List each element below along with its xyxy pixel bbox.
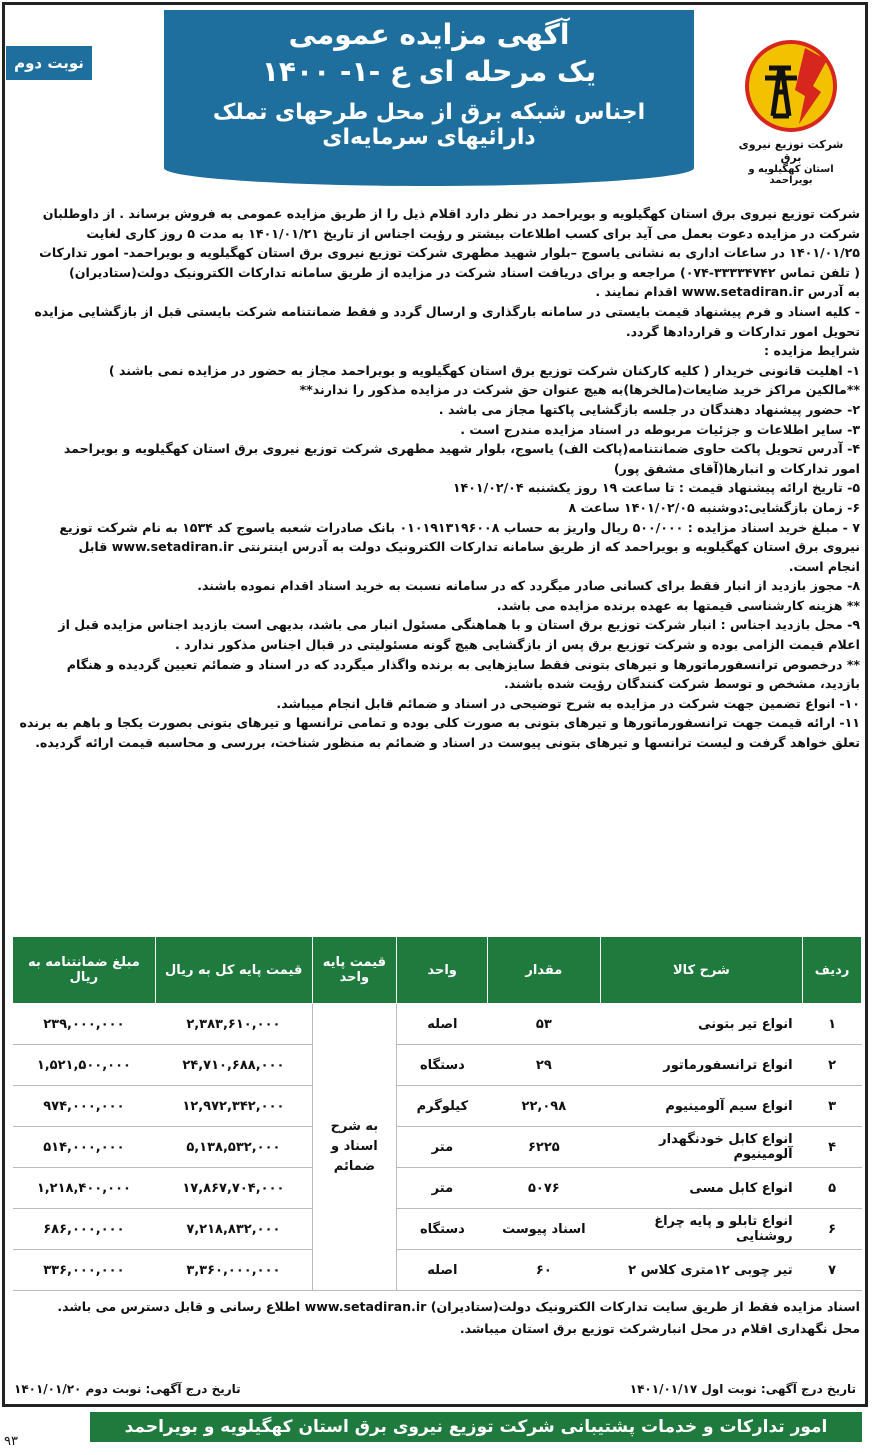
cell-row-number: ۴ bbox=[803, 1127, 862, 1168]
body-line: **مالکین مراکز خرید ضایعات(مالخرها)به هیچ عنوان حق شرکت در مزایده مذکور را ندارند** bbox=[299, 382, 860, 398]
notice-body bbox=[14, 204, 860, 753]
cell-row-number: ۷ bbox=[803, 1250, 862, 1291]
cell-description: انواع کابل مسی bbox=[600, 1168, 802, 1209]
date-second-round: تاریخ درج آگهی: نوبت دوم ۱۴۰۱/۰۱/۲۰ bbox=[14, 1382, 241, 1396]
body-line: ( تلفن تماس ۳۳۳۳۴۷۴۲-۰۷۴) مراجعه و برای دریافت اسناد شرکت در مزایده از طریق سامانه تدارکات الکترونیک دولت(ستادیران) bbox=[69, 264, 860, 280]
body-line: ۱- اهلیت قانونی خریدار ( کلیه کارکنان شرکت توزیع برق استان کهگیلویه و بویراحمد مجاز به حضور در مزایده نمی باشند ) bbox=[108, 362, 860, 378]
cell-unit: دستگاه bbox=[397, 1209, 488, 1250]
cell-quantity: ۲۲,۰۹۸ bbox=[488, 1086, 601, 1127]
body-line: اعلام قیمت الزامی بوده و شرکت توزیع برق پس از بازگشایی هیچ گونه مسئولیتی در قبال اجناس مذکور ندارد . bbox=[174, 637, 860, 653]
body-line: بازدید، مشخص و توسط شرکت کنندگان رؤیت شده باشند. bbox=[503, 676, 860, 692]
cell-guarantee: ۱,۵۲۱,۵۰۰,۰۰۰ bbox=[13, 1045, 156, 1086]
items-table-wrap bbox=[12, 936, 862, 1291]
cell-guarantee: ۲۳۹,۰۰۰,۰۰۰ bbox=[13, 1004, 156, 1045]
header bbox=[6, 6, 864, 202]
col-header-unit: واحد bbox=[397, 937, 488, 1004]
body-line: ۶- زمان بازگشایی:دوشنبه ۱۴۰۱/۰۲/۰۵ ساعت ۸ bbox=[568, 499, 860, 515]
body-line: ۴- آدرس تحویل پاکت حاوی ضمانتنامه(پاکت الف) یاسوج، بلوار شهید مطهری شرکت توزیع نیروی برق استان کهگیلویه و بویراحمد bbox=[63, 441, 860, 457]
cell-total-price: ۱۷,۸۶۷,۷۰۴,۰۰۰ bbox=[155, 1168, 312, 1209]
body-line: ۲- حضور پیشنهاد دهندگان در جلسه بازگشایی پاکتها مجاز می باشد . bbox=[438, 401, 860, 417]
date-first-round: تاریخ درج آگهی: نوبت اول ۱۴۰۱/۰۱/۱۷ bbox=[629, 1382, 856, 1396]
department-bar: امور تدارکات و خدمات پشتیبانی شرکت توزیع نیروی برق استان کهگیلویه و بویراحمد bbox=[90, 1412, 862, 1442]
cell-unit-price-note: به شرح اسناد و ضمائم bbox=[312, 1004, 397, 1291]
col-header-total-price: قیمت پایه کل به ریال bbox=[155, 937, 312, 1004]
body-line: ۵- تاریخ ارائه پیشنهاد قیمت : تا ساعت ۱۹ روز یکشنبه ۱۴۰۱/۰۲/۰۴ bbox=[452, 480, 860, 496]
cell-description: انواع تابلو و پایه چراغ روشنایی bbox=[600, 1209, 802, 1250]
cell-guarantee: ۶۸۶,۰۰۰,۰۰۰ bbox=[13, 1209, 156, 1250]
cell-quantity: ۶۲۲۵ bbox=[488, 1127, 601, 1168]
cell-guarantee: ۹۷۴,۰۰۰,۰۰۰ bbox=[13, 1086, 156, 1127]
table-row bbox=[13, 1168, 862, 1209]
cell-description: انواع ترانسفورماتور bbox=[600, 1045, 802, 1086]
cell-total-price: ۲۴,۷۱۰,۶۸۸,۰۰۰ bbox=[155, 1045, 312, 1086]
body-line: ۱۰- انواع تضمین جهت شرکت در مزایده به شرح توضیحی در اسناد و ضمائم قابل انجام میباشد. bbox=[276, 695, 860, 711]
cell-row-number: ۵ bbox=[803, 1168, 862, 1209]
body-line: تعلق خواهد گرفت و لیست ترانسها و تیرهای بتونی پیوست در اسناد و ضمائم به منظور شناخت، بررسی و محاسبه قیمت ارائه گردیده. bbox=[35, 735, 860, 751]
cell-quantity: ۲۹ bbox=[488, 1045, 601, 1086]
table-row bbox=[13, 1209, 862, 1250]
page-number: ۹۳ bbox=[4, 1434, 18, 1449]
title-main: آگهی مزایده عمومی bbox=[288, 18, 570, 51]
body-line: ۱۴۰۱/۰۱/۲۵ در ساعات اداری به نشانی یاسوج –بلوار شهید مطهری شرکت توزیع نیروی برق استان کهگیلویه و بویراحمد- امور تدارکات bbox=[39, 245, 860, 261]
cell-quantity: ۵۰۷۶ bbox=[488, 1168, 601, 1209]
body-line: تحویل امور تدارکات و قراردادها گردد. bbox=[625, 323, 860, 339]
body-line: ۷ - مبلغ خرید اسناد مزایده : ۵۰۰/۰۰۰ ریال واریز به حساب ۰۱۰۱۹۱۳۱۹۶۰۰۸ بانک صادرات شعبه یاسوج کد ۱۵۳۴ به نام شرکت توزیع bbox=[59, 519, 860, 535]
body-line: شرکت توزیع نیروی برق استان کهگیلویه و بویراحمد در نظر دارد اقلام ذیل را از طریق مزایده عمومی به فروش برساند . از داوطلبان bbox=[42, 206, 860, 221]
table-row bbox=[13, 1250, 862, 1291]
company-name-line2: استان کهگیلویه و بویراحمد bbox=[748, 164, 834, 186]
cell-total-price: ۲,۳۸۳,۶۱۰,۰۰۰ bbox=[155, 1004, 312, 1045]
company-logo bbox=[732, 38, 850, 188]
cell-unit: متر bbox=[397, 1168, 488, 1209]
body-line: شرکت در مزایده دعوت بعمل می آید برای کسب اطلاعات بیشتر و رؤیت اجناس از تاریخ ۱۴۰۱/۰۱/۲۱ به مدت ۵ روز کاری لغایت bbox=[86, 225, 860, 241]
body-line: به آدرس www.setadiran.ir اقدام نمایند . bbox=[595, 284, 860, 300]
body-line: ** هزینه کارشناسی قیمتها به عهده برنده مزایده می باشد. bbox=[496, 597, 860, 613]
title-subject: اجناس شبکه برق از محل طرحهای تملک دارائیهای سرمایه‌ای bbox=[212, 100, 646, 150]
footer-note-website: اسناد مزایده فقط از طریق سایت تدارکات الکترونیک دولت(ستادیران) www.setadiran.ir اطلاع رسانی و قابل دسترس می باشد. bbox=[57, 1299, 860, 1314]
cell-total-price: ۷,۲۱۸,۸۳۲,۰۰۰ bbox=[155, 1209, 312, 1250]
footer-note-storage: محل نگهداری اقلام در محل انبارشرکت توزیع برق استان میباشد. bbox=[459, 1321, 860, 1336]
cell-row-number: ۱ bbox=[803, 1004, 862, 1045]
cell-row-number: ۲ bbox=[803, 1045, 862, 1086]
title-banner bbox=[164, 10, 694, 186]
table-row bbox=[13, 1004, 862, 1045]
table-row bbox=[13, 1127, 862, 1168]
cell-total-price: ۱۲,۹۷۲,۳۴۲,۰۰۰ bbox=[155, 1086, 312, 1127]
cell-description: انواع تیر بتونی bbox=[600, 1004, 802, 1045]
power-tower-logo-icon bbox=[743, 38, 839, 134]
col-header-row-number: ردیف bbox=[803, 937, 862, 1004]
cell-guarantee: ۱,۲۱۸,۴۰۰,۰۰۰ bbox=[13, 1168, 156, 1209]
cell-description: انواع کابل خودنگهدار آلومینیوم bbox=[600, 1127, 802, 1168]
cell-total-price: ۳,۳۶۰,۰۰۰,۰۰۰ bbox=[155, 1250, 312, 1291]
cell-unit: متر bbox=[397, 1127, 488, 1168]
cell-guarantee: ۵۱۴,۰۰۰,۰۰۰ bbox=[13, 1127, 156, 1168]
col-header-guarantee: مبلغ ضمانتنامه به ریال bbox=[13, 937, 156, 1004]
body-line: ** درخصوص ترانسفورماتورها و تیرهای بتونی فقط سایزهایی به برنده واگذار میگردد که در اسناد و ضمائم تعیین گردیده و هنگام bbox=[66, 656, 860, 672]
cell-quantity: ۶۰ bbox=[488, 1250, 601, 1291]
company-name-line1: شرکت توزیع نیروی برق bbox=[738, 138, 844, 164]
body-line: ۳- سایر اطلاعات و جزئیات مربوطه در اسناد مزایده مندرج است . bbox=[460, 421, 860, 437]
cell-description: تیر چوبی ۱۲متری کلاس ۲ bbox=[600, 1250, 802, 1291]
col-header-quantity: مقدار bbox=[488, 937, 601, 1004]
cell-unit: کیلوگرم bbox=[397, 1086, 488, 1127]
cell-description: انواع سیم آلومینیوم bbox=[600, 1086, 802, 1127]
cell-unit: اصله bbox=[397, 1250, 488, 1291]
cell-guarantee: ۳۳۶,۰۰۰,۰۰۰ bbox=[13, 1250, 156, 1291]
table-row bbox=[13, 1086, 862, 1127]
body-line: امور تدارکات و انبارها(آقای مشفق پور) bbox=[613, 460, 860, 476]
cell-total-price: ۵,۱۳۸,۵۳۲,۰۰۰ bbox=[155, 1127, 312, 1168]
cell-row-number: ۳ bbox=[803, 1086, 862, 1127]
items-table bbox=[12, 936, 862, 1291]
body-line: ۱۱- ارائه قیمت جهت ترانسفورماتورها و تیرهای بتونی به صورت کلی بوده و تمامی ترانسها و تیرهای بتونی بصورت یکجا و باهم به برنده bbox=[19, 715, 860, 731]
title-code: یک مرحله ای ع -۱- ۱۴۰۰ bbox=[261, 55, 597, 88]
body-line: ۸- مجوز بازدید از انبار فقط برای کسانی صادر میگردد که در سامانه نسبت به خرید اسناد اقدام نموده باشند. bbox=[197, 578, 860, 594]
cell-unit: اصله bbox=[397, 1004, 488, 1045]
publication-dates bbox=[6, 1378, 864, 1402]
cell-unit: دستگاه bbox=[397, 1045, 488, 1086]
footer-notes bbox=[14, 1296, 860, 1340]
body-line: - کلیه اسناد و فرم پیشنهاد قیمت بایستی در سامانه بارگذاری و ارسال گردد و فقط ضمانتنامه شرکت بایستی قبل از بازگشایی مزایده bbox=[34, 303, 860, 319]
table-header-row bbox=[13, 937, 862, 1004]
body-line: نیروی برق استان کهگیلویه و بویراحمد که از طریق سامانه تدارکات الکترونیک دولت به آدرس اینترنتی www.setadiran.ir قابل bbox=[78, 539, 860, 555]
cell-row-number: ۶ bbox=[803, 1209, 862, 1250]
body-line: ۹- محل بازدید اجناس : انبار شرکت توزیع برق استان و با هماهنگی مسئول انبار می باشد، بدیهی است بازدید اجناس مزایده قبل از bbox=[58, 617, 860, 633]
col-header-unit-price: قیمت پایه واحد bbox=[312, 937, 397, 1004]
col-header-description: شرح کالا bbox=[600, 937, 802, 1004]
table-row bbox=[13, 1045, 862, 1086]
body-line: انجام است. bbox=[788, 558, 860, 574]
body-line: شرایط مزایده : bbox=[764, 343, 860, 359]
cell-quantity: ۵۳ bbox=[488, 1004, 601, 1045]
cell-quantity: اسناد پیوست bbox=[488, 1209, 601, 1250]
round-badge: نوبت دوم bbox=[6, 46, 92, 80]
